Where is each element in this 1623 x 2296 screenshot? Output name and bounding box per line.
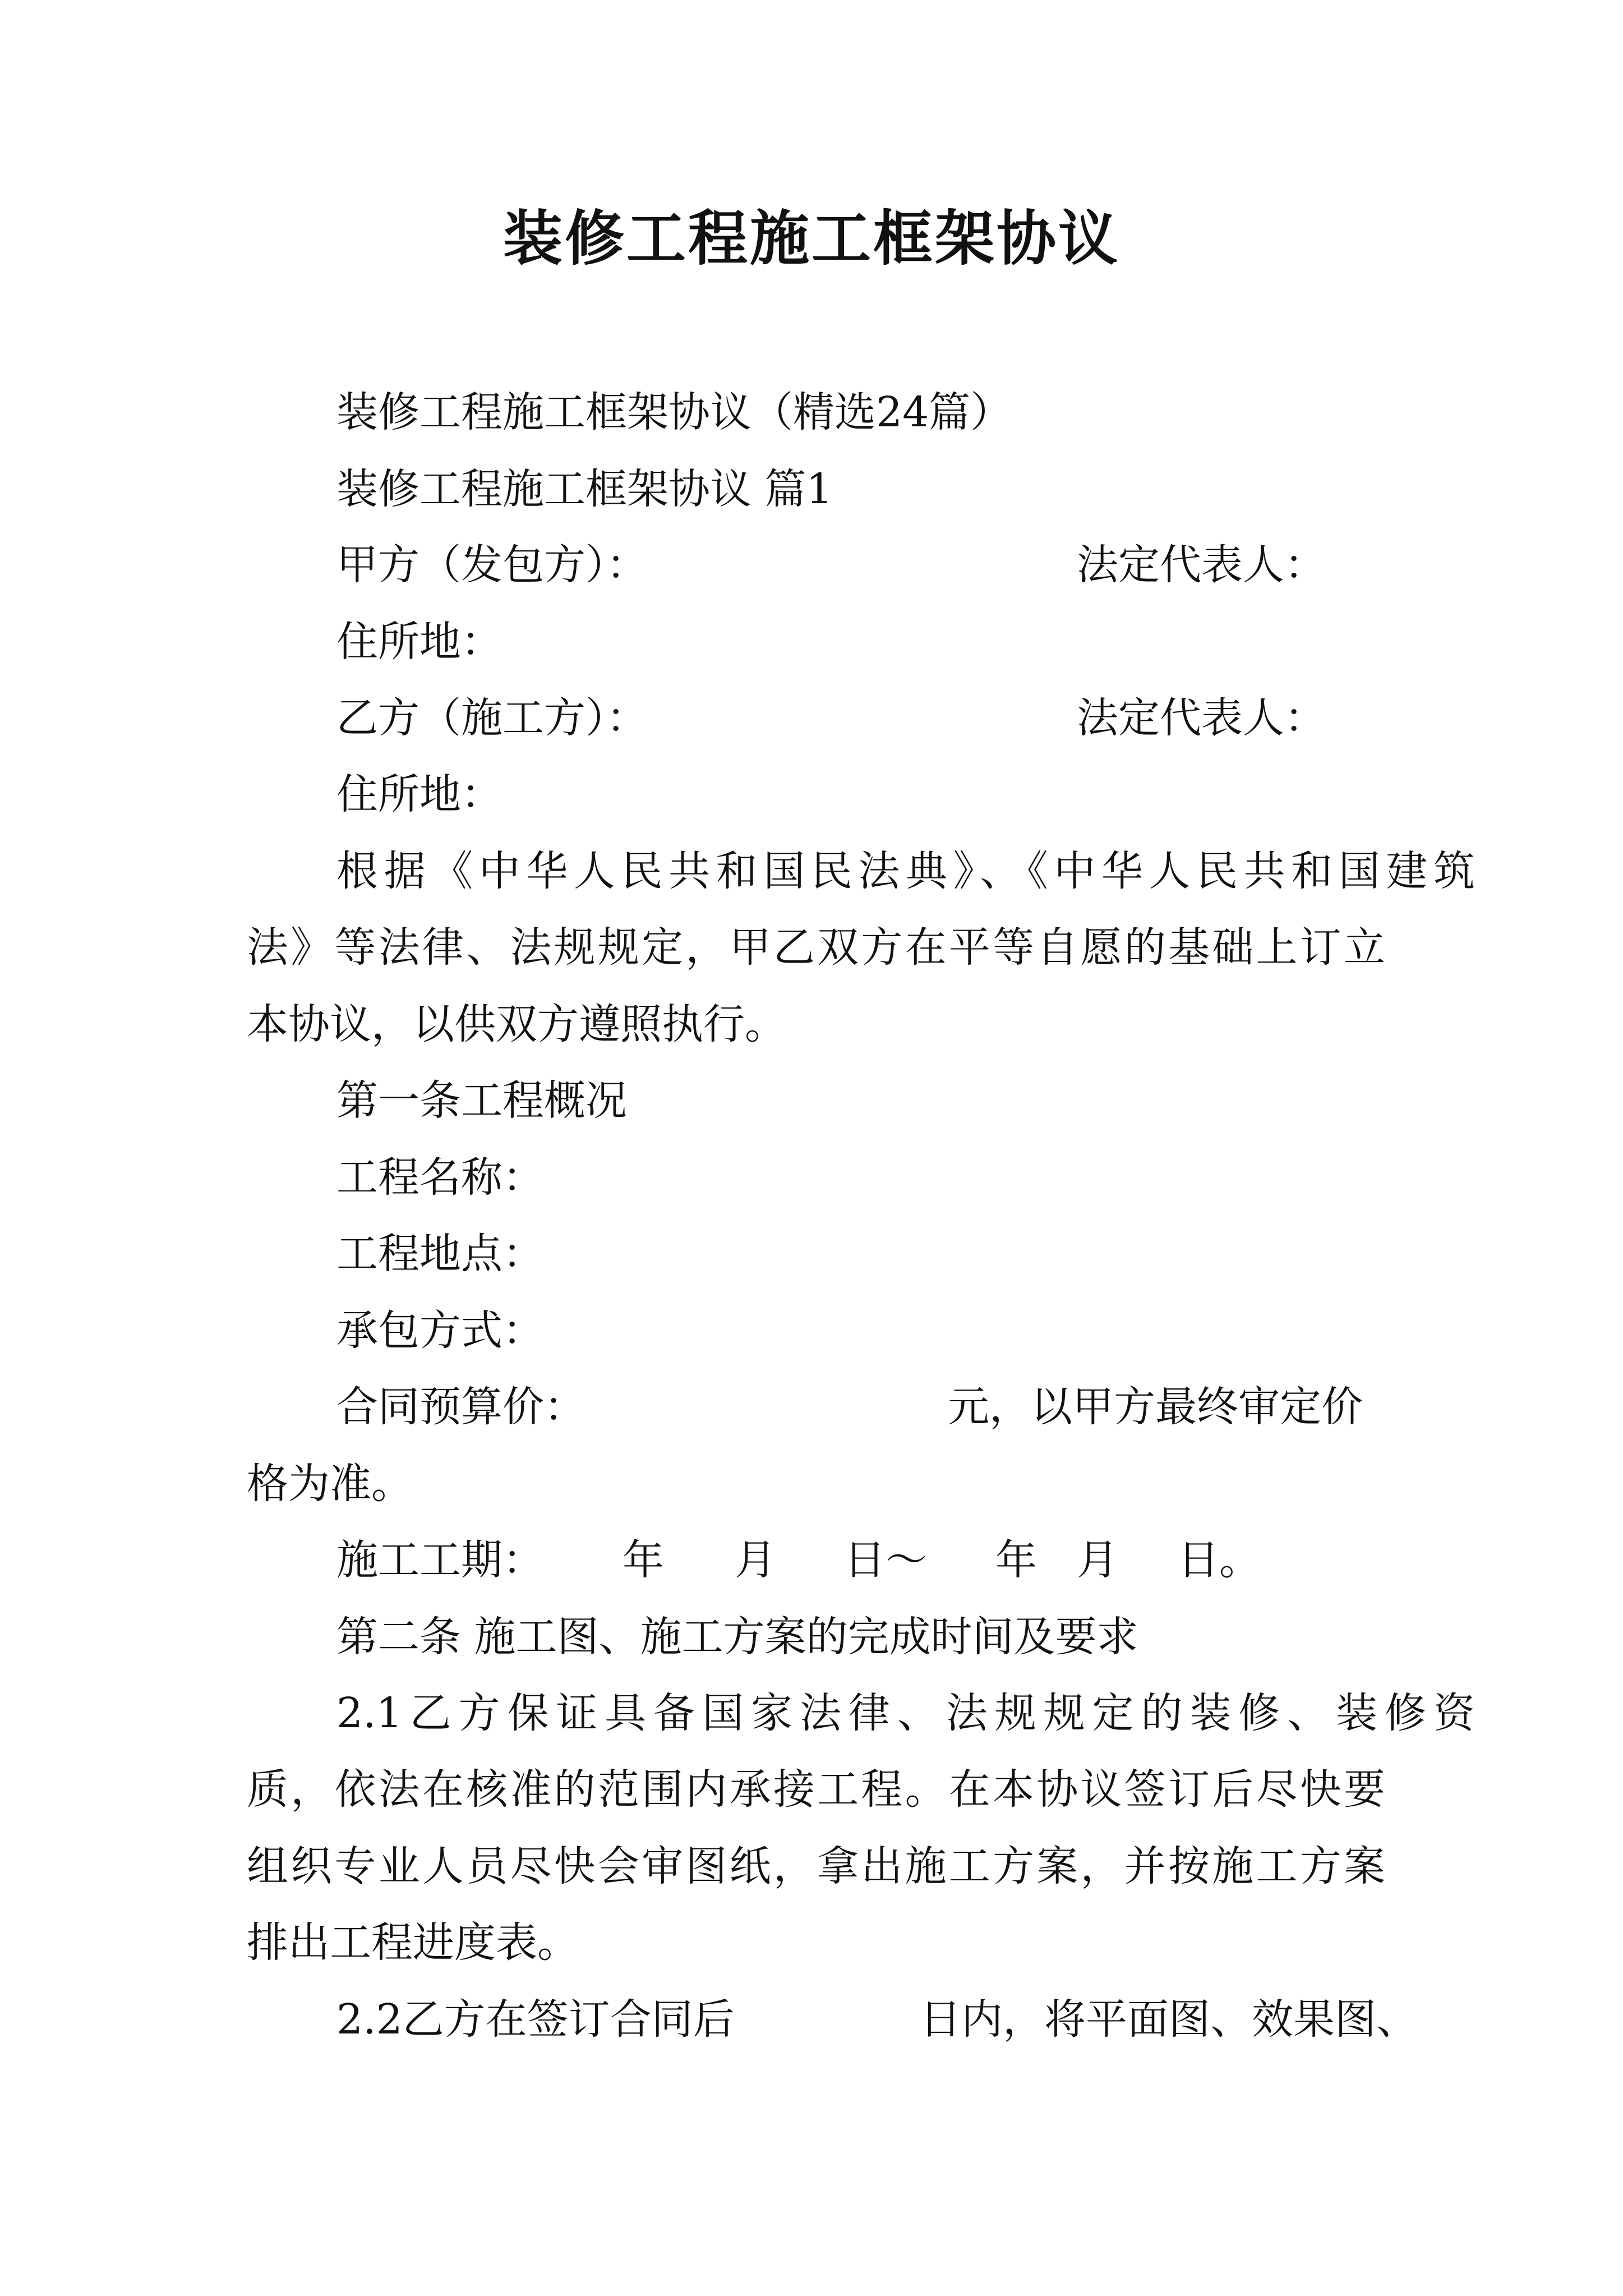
project-name-label: 工程名称： (336, 1153, 544, 1202)
clause-2-1-line-3: 组织专业人员尽快会审图纸，拿出施工方案，并按施工方案 (247, 1842, 1385, 1890)
party-b-row (247, 690, 1475, 746)
party-b-label: 乙方（施工方）： (336, 694, 648, 742)
clause-2-1-line-1: 2.1乙方保证具备国家法律、法规规定的装修、装修资 (336, 1689, 1475, 1737)
clause-2-1-line-2: 质，依法在核准的范围内承接工程。在本协议签订后尽快要 (247, 1765, 1385, 1814)
party-a-address: 住所地： (336, 618, 502, 666)
intro-line-1: 根据《中华人民共和国民法典》、《中华人民共和国建筑 (336, 847, 1475, 895)
budget-suffix: 元，以甲方最终审定价 (948, 1383, 1363, 1431)
article-1-heading: 第一条工程概况 (336, 1076, 627, 1125)
intro-line-2: 法》等法律、法规规定，甲乙双方在平等自愿的基础上订立 (247, 923, 1385, 972)
period-label: 施工工期： (336, 1536, 544, 1584)
period-day-start: 日～ (844, 1536, 927, 1584)
contract-mode-label: 承包方式： (336, 1306, 544, 1355)
section-heading: 装修工程施工框架协议 篇1 (336, 465, 833, 513)
budget-line-2: 格为准。 (247, 1460, 413, 1508)
article-2-heading: 第二条 施工图、施工方案的完成时间及要求 (336, 1613, 1138, 1661)
period-row (247, 1532, 1475, 1588)
period-day-end: 日。 (1178, 1536, 1261, 1584)
clause-2-2-prefix: 2.2乙方在签订合同后 (336, 1995, 735, 2044)
document-title: 装修工程施工框架协议 (503, 203, 1120, 273)
period-year-end: 年 (995, 1536, 1037, 1584)
budget-label: 合同预算价： (336, 1383, 585, 1431)
period-month-end: 月 (1077, 1536, 1118, 1584)
clause-2-2-suffix: 日内，将平面图、效果图、 (920, 1995, 1418, 2044)
period-year-start: 年 (623, 1536, 664, 1584)
subtitle: 装修工程施工框架协议（精选24篇） (336, 388, 1012, 436)
party-a-row (247, 537, 1475, 593)
clause-2-1-line-4: 排出工程进度表。 (247, 1918, 579, 1967)
period-month-start: 月 (735, 1536, 776, 1584)
party-b-rep-label: 法定代表人： (1077, 694, 1326, 742)
clause-2-2-row (247, 1991, 1475, 2047)
party-a-label: 甲方（发包方）： (336, 541, 648, 589)
project-location-label: 工程地点： (336, 1230, 544, 1278)
party-b-address: 住所地： (336, 770, 502, 818)
party-a-rep-label: 法定代表人： (1077, 541, 1326, 589)
intro-line-3: 本协议，以供双方遵照执行。 (247, 1000, 786, 1048)
budget-row (247, 1379, 1475, 1435)
